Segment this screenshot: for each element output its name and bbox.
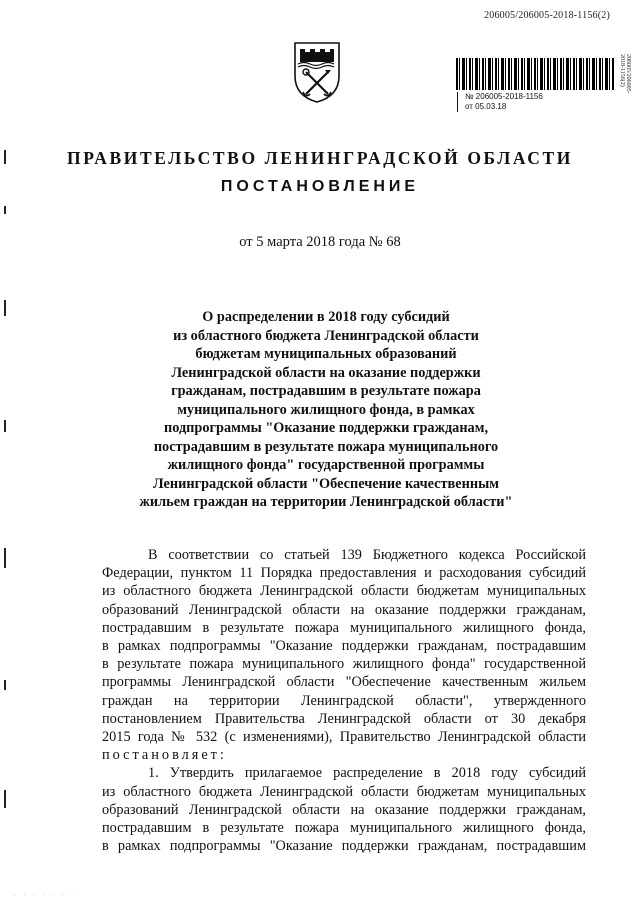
- subject-line: муниципального жилищного фонда, в рамках: [177, 401, 475, 418]
- document-body: [102, 546, 586, 855]
- body-line: в рамках подпрограммы "Оказание поддержки гражданам, пострадавшим: [102, 638, 586, 655]
- subject-line: Ленинградской области на оказание поддержки: [171, 364, 481, 381]
- subject-line: Ленинградской области "Обеспечение качественным: [153, 475, 499, 492]
- subject-line: из областного бюджета Ленинградской области: [173, 327, 479, 344]
- body-line: в рамках подпрограммы "Оказание поддержки гражданам, пострадавшим: [102, 838, 586, 855]
- document-subject: [120, 308, 532, 512]
- body-line: в результате пожара муниципального жилищного фонда" государственной: [102, 656, 586, 673]
- coat-of-arms-icon: [292, 40, 342, 104]
- document-type: ПОСТАНОВЛЕНИЕ: [220, 178, 420, 195]
- body-line: постановлением Правительства Ленинградской области от 30 декабря: [102, 710, 586, 727]
- subject-line: О распределении в 2018 году субсидий: [202, 309, 450, 325]
- body-line: В соответствии со статьей 139 Бюджетного кодекса Российской: [148, 547, 586, 563]
- body-line: граждан на территории Ленинградской области", утвержденного: [102, 692, 586, 709]
- scan-edge-mark: [4, 790, 6, 808]
- body-line: Федерации, пунктом 11 Порядка предоставления и расходования субсидий: [102, 565, 586, 582]
- body-line: пострадавшим в результате пожара муниципального жилищного фонда,: [102, 820, 586, 837]
- subject-line: подпрограммы "Оказание поддержки гражданам,: [163, 420, 489, 436]
- body-line: из областного бюджета Ленинградской области бюджетам муниципальных: [102, 583, 586, 600]
- scan-edge-mark: [4, 420, 6, 432]
- barcode: [456, 58, 614, 90]
- registration-date: от 05.03.18: [465, 102, 507, 111]
- scan-noise: · · · · · · ·: [14, 893, 76, 899]
- body-line: из областного бюджета Ленинградской области бюджетам муниципальных: [102, 783, 586, 800]
- government-title: ПРАВИТЕЛЬСТВО ЛЕНИНГРАДСКОЙ ОБЛАСТИ: [66, 148, 574, 168]
- body-line-decree: постановляет:: [102, 747, 227, 764]
- body-line: образований Ленинградской области на оказание поддержки гражданам,: [102, 601, 586, 618]
- body-line: пострадавшим в результате пожара муниципального жилищного фонда,: [102, 619, 586, 636]
- scan-edge-mark: [4, 206, 6, 214]
- body-line: 2015 года № 532 (с изменениями), Правительство Ленинградской области: [102, 729, 586, 746]
- scan-edge-mark: [4, 548, 6, 568]
- vertical-registry-code: 206005/206005-2018-1156(2): [619, 54, 631, 94]
- registration-stamp: [465, 92, 543, 112]
- registry-code: 206005/206005-2018-1156(2): [484, 10, 610, 21]
- body-line: программы Ленинградской области "Обеспечение качественным жильем: [102, 674, 586, 691]
- subject-line: бюджетам муниципальных образований: [195, 346, 457, 362]
- registration-number: № 206005-2018-1156: [465, 92, 543, 101]
- subject-line: гражданам, пострадавшим в результате пожара: [171, 383, 481, 399]
- subject-line: жильем граждан на территории Ленинградской области": [139, 494, 513, 510]
- subject-line: пострадавшим в результате пожара муниципального: [153, 438, 499, 455]
- body-line: образований Ленинградской области на оказание поддержки гражданам,: [102, 801, 586, 818]
- subject-line: жилищного фонда" государственной программы: [167, 457, 485, 473]
- scan-edge-mark: [4, 680, 6, 690]
- document-date-number: от 5 марта 2018 года № 68: [239, 234, 401, 250]
- body-line-item-1: 1. Утвердить прилагаемое распределение в 2018 году субсидий: [148, 765, 586, 782]
- scan-edge-mark: [4, 300, 6, 316]
- stamp-divider: [457, 92, 458, 112]
